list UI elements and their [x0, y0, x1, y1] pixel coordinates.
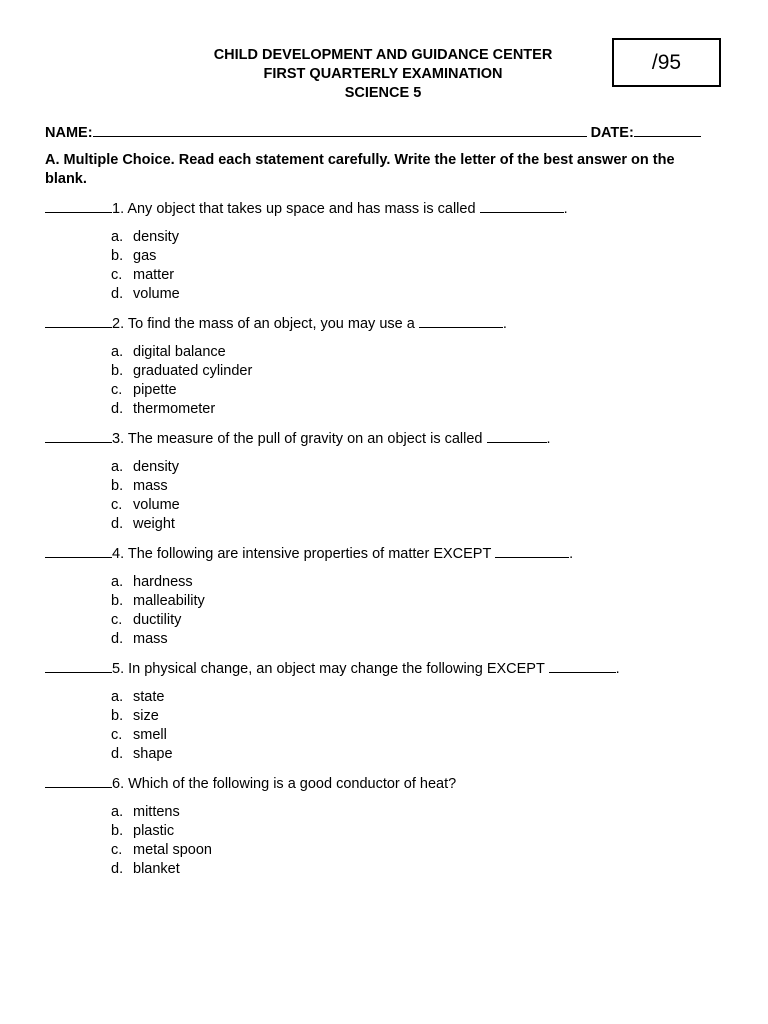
option-letter: c.: [111, 497, 123, 513]
option-letter: a.: [111, 804, 124, 820]
question-text-end: .: [569, 546, 574, 562]
option-text: density: [133, 459, 179, 475]
question-list: [45, 199, 725, 889]
question-text: Which of the following is a good conductor of heat?: [124, 776, 457, 792]
option-letter: b.: [111, 363, 124, 379]
question-number: 6.: [112, 776, 125, 792]
date-label: DATE:: [590, 125, 634, 141]
option-b: [111, 247, 725, 266]
option-text: hardness: [133, 574, 193, 590]
option-d: [111, 285, 725, 304]
option-text: digital balance: [133, 344, 226, 360]
question-6: [45, 774, 725, 889]
option-list: [111, 228, 725, 304]
option-letter: c.: [111, 267, 123, 283]
option-a: [111, 803, 725, 822]
question-5: [45, 659, 725, 774]
question-1: [45, 199, 725, 314]
question-number: 5.: [112, 661, 125, 677]
fill-blank: [549, 659, 616, 673]
date-blank[interactable]: [634, 122, 701, 137]
question-text: To find the mass of an object, you may use a: [124, 316, 419, 332]
option-letter: c.: [111, 842, 123, 858]
question-stem: [45, 659, 725, 678]
question-number: 1.: [112, 201, 125, 217]
option-b: [111, 822, 725, 841]
option-d: [111, 630, 725, 649]
option-text: volume: [133, 497, 180, 513]
option-b: [111, 477, 725, 496]
question-3: [45, 429, 725, 544]
answer-blank[interactable]: [45, 314, 112, 328]
question-2: [45, 314, 725, 429]
option-a: [111, 458, 725, 477]
option-letter: d.: [111, 631, 124, 647]
option-a: [111, 688, 725, 707]
option-list: [111, 458, 725, 534]
option-a: [111, 343, 725, 362]
option-letter: d.: [111, 401, 124, 417]
option-text: mittens: [133, 804, 180, 820]
option-letter: c.: [111, 727, 123, 743]
option-list: [111, 573, 725, 649]
option-c: [111, 266, 725, 285]
option-text: malleability: [133, 593, 205, 609]
fill-blank: [480, 199, 564, 213]
option-d: [111, 860, 725, 879]
option-text: density: [133, 229, 179, 245]
subject-title: SCIENCE 5: [344, 85, 422, 101]
option-list: [111, 343, 725, 419]
answer-blank[interactable]: [45, 199, 112, 213]
answer-blank[interactable]: [45, 659, 112, 673]
option-text: metal spoon: [133, 842, 212, 858]
option-c: [111, 841, 725, 860]
option-text: shape: [133, 746, 173, 762]
question-text: The following are intensive properties of matter EXCEPT: [124, 546, 496, 562]
option-text: state: [133, 689, 165, 705]
option-letter: c.: [111, 382, 123, 398]
option-text: graduated cylinder: [133, 363, 253, 379]
option-d: [111, 745, 725, 764]
option-letter: a.: [111, 574, 124, 590]
option-c: [111, 496, 725, 515]
option-list: [111, 803, 725, 879]
option-letter: a.: [111, 229, 124, 245]
score-box: [612, 38, 721, 87]
total-score: /95: [651, 50, 682, 74]
option-text: gas: [133, 248, 157, 264]
question-number: 4.: [112, 546, 125, 562]
question-stem: [45, 774, 725, 793]
answer-blank[interactable]: [45, 429, 112, 443]
question-stem: [45, 199, 725, 218]
question-number: 3.: [112, 431, 125, 447]
instructions: A. Multiple Choice. Read each statement carefully. Write the letter of the best answer on the blank.: [45, 152, 675, 187]
option-text: mass: [133, 478, 168, 494]
option-text: matter: [133, 267, 175, 283]
option-text: ductility: [133, 612, 182, 628]
option-letter: a.: [111, 689, 124, 705]
option-a: [111, 228, 725, 247]
option-b: [111, 592, 725, 611]
option-letter: b.: [111, 708, 124, 724]
fill-blank: [495, 544, 569, 558]
option-text: mass: [133, 631, 168, 647]
option-letter: d.: [111, 516, 124, 532]
name-blank[interactable]: [93, 122, 587, 137]
option-c: [111, 611, 725, 630]
option-list: [111, 688, 725, 764]
option-text: weight: [133, 516, 175, 532]
option-a: [111, 573, 725, 592]
option-c: [111, 726, 725, 745]
option-letter: d.: [111, 286, 124, 302]
question-stem: [45, 314, 725, 333]
option-text: pipette: [133, 382, 177, 398]
question-text: Any object that takes up space and has mass is called: [124, 201, 480, 217]
option-text: volume: [133, 286, 180, 302]
option-text: thermometer: [133, 401, 216, 417]
option-b: [111, 362, 725, 381]
name-date-row: [45, 122, 710, 143]
question-text: In physical change, an object may change the following EXCEPT: [124, 661, 549, 677]
option-letter: c.: [111, 612, 123, 628]
option-letter: a.: [111, 459, 124, 475]
option-text: smell: [133, 727, 167, 743]
option-letter: d.: [111, 746, 124, 762]
question-text-end: .: [546, 431, 551, 447]
question-text: The measure of the pull of gravity on an object is called: [124, 431, 487, 447]
question-stem: [45, 544, 725, 563]
question-stem: [45, 429, 725, 448]
question-4: [45, 544, 725, 659]
question-text-end: .: [615, 661, 620, 677]
school-name: CHILD DEVELOPMENT AND GUIDANCE CENTER: [213, 47, 553, 63]
question-number: 2.: [112, 316, 125, 332]
option-letter: a.: [111, 344, 124, 360]
exam-title: FIRST QUARTERLY EXAMINATION: [263, 66, 503, 82]
name-label: NAME:: [45, 125, 93, 141]
option-letter: b.: [111, 248, 124, 264]
option-c: [111, 381, 725, 400]
question-text-end: .: [563, 201, 568, 217]
option-letter: b.: [111, 478, 124, 494]
option-d: [111, 400, 725, 419]
option-letter: b.: [111, 593, 124, 609]
option-b: [111, 707, 725, 726]
answer-blank[interactable]: [45, 774, 112, 788]
option-text: blanket: [133, 861, 180, 877]
fill-blank: [419, 314, 503, 328]
option-letter: b.: [111, 823, 124, 839]
option-text: size: [133, 708, 159, 724]
answer-blank[interactable]: [45, 544, 112, 558]
option-text: plastic: [133, 823, 175, 839]
question-text-end: .: [502, 316, 507, 332]
fill-blank: [487, 429, 547, 443]
option-d: [111, 515, 725, 534]
option-letter: d.: [111, 861, 124, 877]
